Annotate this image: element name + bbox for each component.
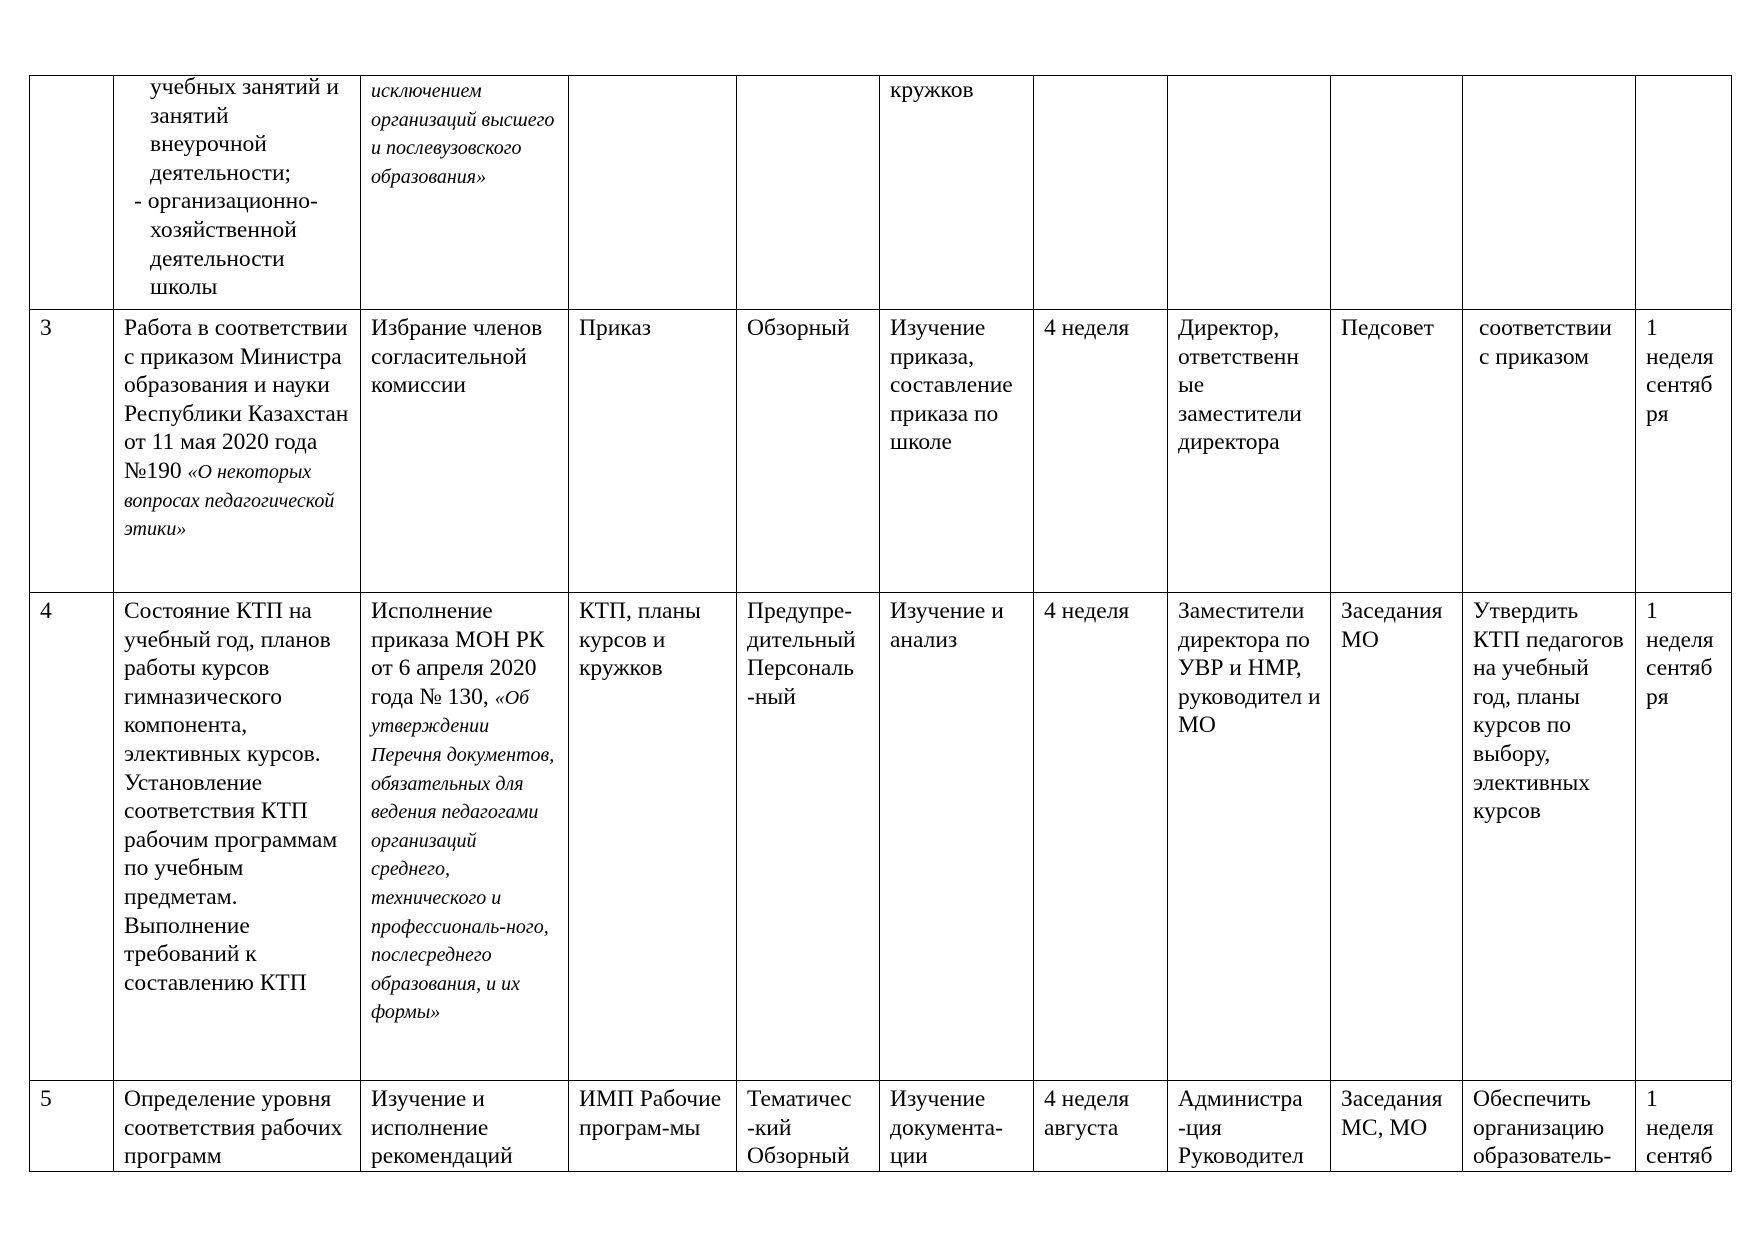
review-place-cell: Заседания МО — [1331, 593, 1463, 1081]
topic-line: хозяйственной — [150, 216, 297, 243]
review-place-cell: Педсовет — [1331, 310, 1463, 593]
topic-line: внеурочной — [150, 131, 267, 158]
review-place-cell: Заседания МС, МО — [1331, 1081, 1463, 1172]
responsible-cell: Заместители директора по УВР и НМР, руководител и МО — [1168, 593, 1331, 1081]
decision-cell — [1463, 76, 1636, 310]
type-cell — [737, 76, 880, 310]
decision-cell: соответствии с приказом — [1463, 310, 1636, 593]
object-cell — [569, 76, 737, 310]
repeat-control-cell: 1 неделя сентяб ря — [1636, 310, 1732, 593]
type-cell: Предупре-дительный Персональ -ный — [737, 593, 880, 1081]
deadline-cell: 4 неделя — [1034, 310, 1168, 593]
decision-cell: Обеспечить организацию образователь- — [1463, 1081, 1636, 1172]
deadline-cell: 4 неделя — [1034, 593, 1168, 1081]
topic-cell: Определение уровня соответствия рабочих программ — [114, 1081, 361, 1172]
plan-table — [29, 75, 1732, 1172]
goal-italic: «Об утверждении Перечня документов, обязательных для ведения педагогами организаций среднего, технического и профессиональ-ного, послесреднего образования, и их формы» — [371, 686, 555, 1024]
method-cell: Изучение и анализ — [880, 593, 1034, 1081]
topic-line: деятельности — [150, 245, 285, 272]
goal-cell — [361, 593, 569, 1081]
method-cell: Изучение документа-ции — [880, 1081, 1034, 1172]
type-cell: Обзорный — [737, 310, 880, 593]
goal-cell: Избрание членов согласительной комиссии — [361, 310, 569, 593]
table-row — [30, 1081, 1732, 1172]
decision-cell: Утвердить КТП педагогов на учебный год, планы курсов по выбору, элективных курсов — [1463, 593, 1636, 1081]
topic-italic: «О некоторых вопросах педагогической этики» — [124, 460, 335, 541]
topic-line: занятий — [150, 102, 229, 129]
goal-italic: исключением организаций высшего и послевузовского образования» — [371, 80, 555, 188]
topic-dash-item: - организационно- — [134, 188, 318, 215]
topic-line: деятельности; — [150, 159, 292, 186]
deadline-cell — [1034, 76, 1168, 310]
row-number: 5 — [30, 1081, 114, 1172]
topic-text: Работа в соответствии с приказом Министра образования и науки Республики Казахстан от 11 мая 2020 года №190 — [124, 315, 349, 484]
row-number: 3 — [30, 310, 114, 593]
topic-cell — [114, 310, 361, 593]
topic-cell — [114, 76, 361, 310]
row-number: 4 — [30, 593, 114, 1081]
type-cell: Тематичес -кий Обзорный — [737, 1081, 880, 1172]
deadline-cell: 4 неделя августа — [1034, 1081, 1168, 1172]
topic-line: школы — [150, 274, 218, 301]
repeat-control-cell: 1 неделя сентяб ря — [1636, 593, 1732, 1081]
topic-cell: Состояние КТП на учебный год, планов работы курсов гимназического компонента, элективных курсов. Установление соответствия КТП рабочим программам по учебным предметам. Выполнение требований к составлению КТП — [114, 593, 361, 1081]
goal-cell: Изучение и исполнение рекомендаций — [361, 1081, 569, 1172]
method-text: кружков — [890, 77, 974, 103]
table-row — [30, 593, 1732, 1081]
repeat-control-cell: 1 неделя сентяб — [1636, 1081, 1732, 1172]
responsible-cell: Директор, ответственн ые заместители директора — [1168, 310, 1331, 593]
responsible-cell — [1168, 76, 1331, 310]
goal-text: Исполнение приказа МОН РК от 6 апреля 2020 года № 130, — [371, 598, 545, 710]
responsible-cell: Администра -ция Руководител — [1168, 1081, 1331, 1172]
method-cell: Изучение приказа, составление приказа по школе — [880, 310, 1034, 593]
topic-line: учебных занятий и — [150, 74, 339, 100]
table-row — [30, 76, 1732, 310]
object-cell: КТП, планы курсов и кружков — [569, 593, 737, 1081]
object-cell: Приказ — [569, 310, 737, 593]
method-cell — [880, 76, 1034, 310]
review-place-cell — [1331, 76, 1463, 310]
goal-cell — [361, 76, 569, 310]
object-cell: ИМП Рабочие програм-мы — [569, 1081, 737, 1172]
row-number — [30, 76, 114, 310]
table-row — [30, 310, 1732, 593]
repeat-control-cell — [1636, 76, 1732, 310]
